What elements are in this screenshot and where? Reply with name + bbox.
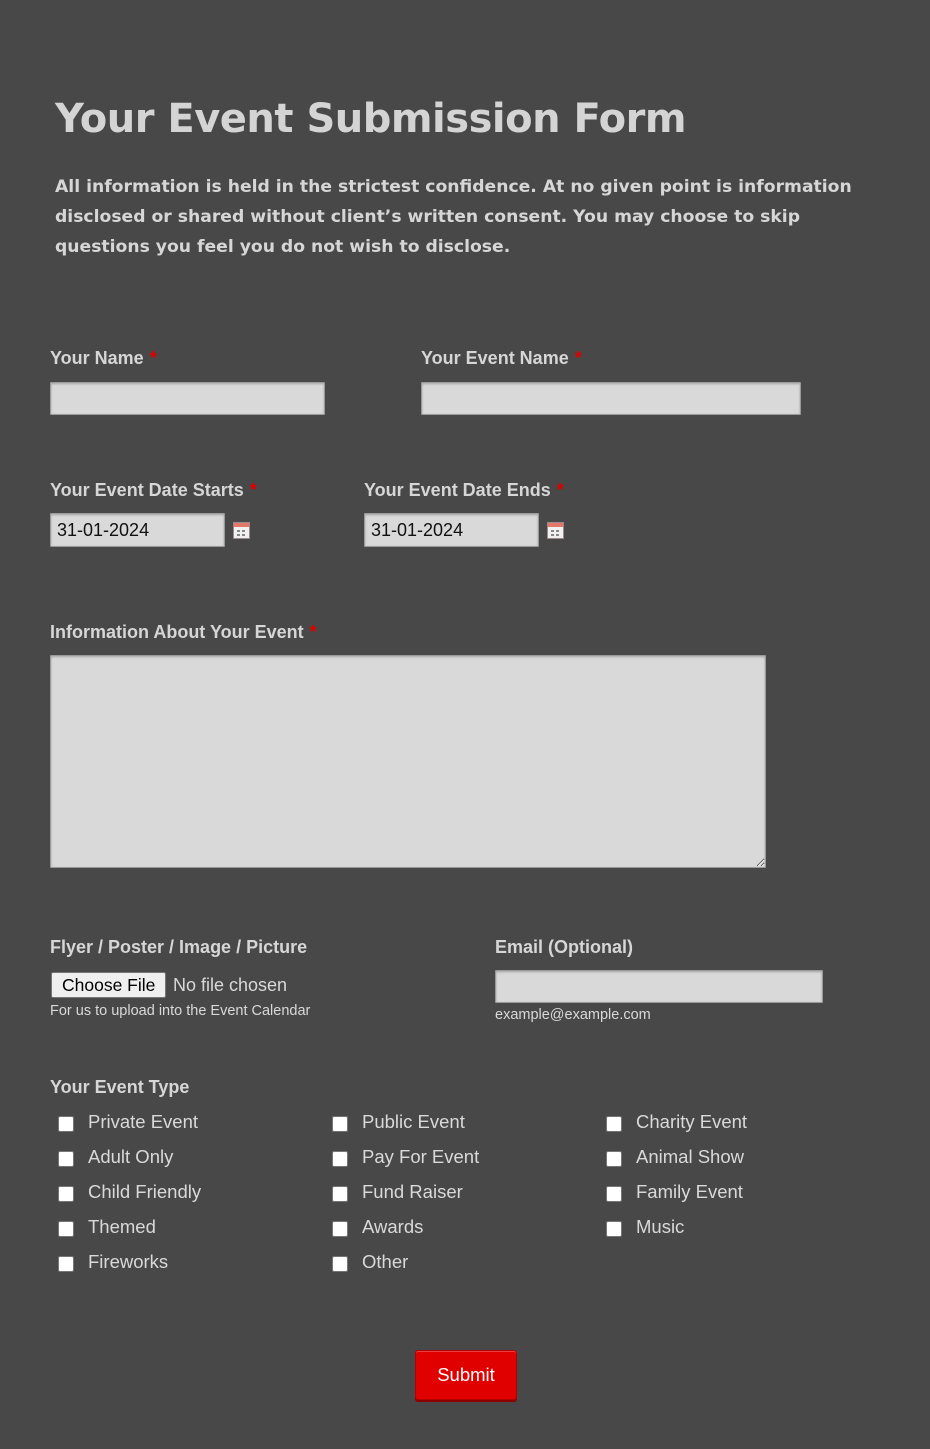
option-label: Public Event <box>362 1111 465 1132</box>
form-page <box>1 0 930 1449</box>
checkbox[interactable] <box>332 1186 348 1202</box>
option-label: Family Event <box>636 1181 743 1202</box>
date-starts-label <box>50 480 257 501</box>
calendar-icon[interactable] <box>547 522 564 539</box>
checkbox[interactable] <box>606 1221 622 1237</box>
event-name-input[interactable] <box>421 382 801 415</box>
option-label: Charity Event <box>636 1111 748 1132</box>
option-label: Awards <box>362 1216 424 1237</box>
option-label: Child Friendly <box>88 1181 202 1202</box>
date-starts-label-text: Your Event Date Starts <box>50 480 244 500</box>
your-name-input[interactable] <box>50 382 325 415</box>
required-mark: * <box>309 622 317 642</box>
checkbox[interactable] <box>606 1186 622 1202</box>
checkbox[interactable] <box>58 1151 74 1167</box>
flyer-help-text: For us to upload into the Event Calendar <box>50 1003 311 1019</box>
submit-button[interactable]: Submit <box>415 1350 517 1400</box>
checkbox[interactable] <box>58 1116 74 1132</box>
date-ends-label-text: Your Event Date Ends <box>364 480 551 500</box>
your-name-label-text: Your Name <box>50 348 144 368</box>
event-info-label <box>50 622 317 643</box>
calendar-icon[interactable] <box>233 522 250 539</box>
checkbox[interactable] <box>332 1151 348 1167</box>
option-label: Themed <box>88 1216 156 1237</box>
date-ends-label <box>364 480 564 501</box>
checkbox[interactable] <box>332 1256 348 1272</box>
required-mark: * <box>249 480 257 500</box>
option-label: Music <box>636 1216 685 1237</box>
option-label: Adult Only <box>88 1146 174 1167</box>
choose-file-button[interactable]: Choose File <box>51 972 166 998</box>
checkbox[interactable] <box>606 1116 622 1132</box>
form-title: Your Event Submission Form <box>55 96 687 142</box>
option-label: Animal Show <box>636 1146 744 1167</box>
option-label: Other <box>362 1251 409 1272</box>
option-label: Fund Raiser <box>362 1181 463 1202</box>
event-info-textarea[interactable] <box>50 655 766 868</box>
option-label: Pay For Event <box>362 1146 480 1167</box>
checkbox[interactable] <box>332 1221 348 1237</box>
form-intro: All information is held in the strictest confidence. At no given point is information disclosed or shared without client’s written consent. You may choose to skip questions you feel you do not wish to disclose. <box>55 177 852 257</box>
email-label: Email (Optional) <box>495 937 634 957</box>
date-starts-input[interactable] <box>50 513 225 547</box>
flyer-label: Flyer / Poster / Image / Picture <box>50 937 308 957</box>
your-name-label <box>50 348 157 369</box>
event-type-label: Your Event Type <box>50 1077 190 1097</box>
email-input[interactable] <box>495 970 823 1003</box>
required-mark: * <box>149 348 157 368</box>
checkbox[interactable] <box>606 1151 622 1167</box>
required-mark: * <box>574 348 582 368</box>
event-info-label-text: Information About Your Event <box>50 622 304 642</box>
checkbox[interactable] <box>58 1256 74 1272</box>
checkbox[interactable] <box>58 1186 74 1202</box>
checkbox[interactable] <box>58 1221 74 1237</box>
required-mark: * <box>556 480 564 500</box>
option-label: Private Event <box>88 1111 199 1132</box>
date-ends-input[interactable] <box>364 513 539 547</box>
email-help-text: example@example.com <box>495 1007 651 1023</box>
event-name-label <box>421 348 582 369</box>
file-status: No file chosen <box>173 975 288 995</box>
event-name-label-text: Your Event Name <box>421 348 569 368</box>
option-label: Fireworks <box>88 1251 169 1272</box>
checkbox[interactable] <box>332 1116 348 1132</box>
